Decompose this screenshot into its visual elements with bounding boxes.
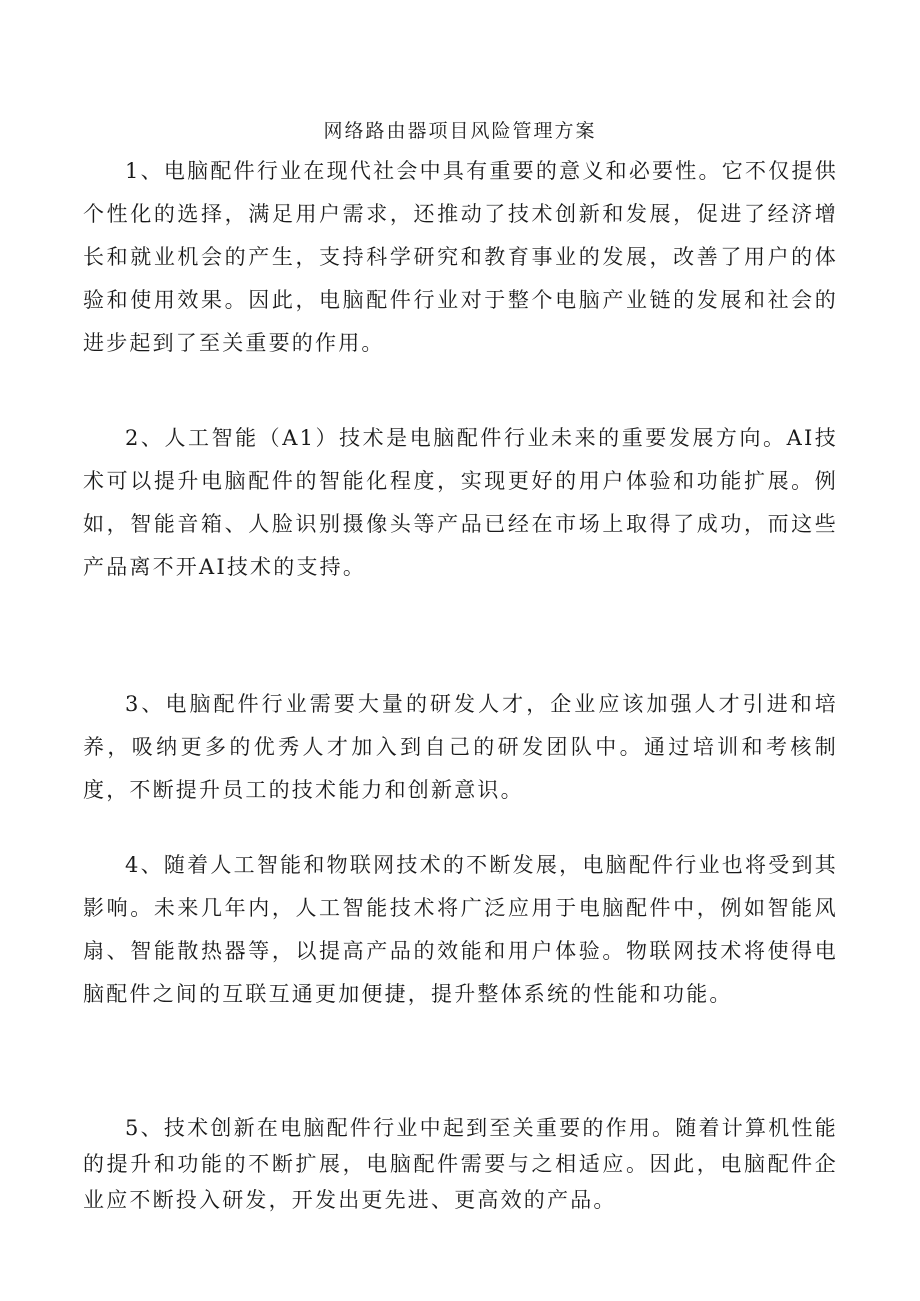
document-title: 网络路由器项目风险管理方案	[323, 120, 597, 142]
paragraph-1: 1、电脑配件行业在现代社会中具有重要的意义和必要性。它不仅提供个性化的选择，满足用户需求，还推动了技术创新和发展，促进了经济增长和就业机会的产生，支持科学研究和教育事业的发展，改善了用户的体验和使用效果。因此，电脑配件行业对于整个电脑产业链的发展和社会的进步起到了至关重要的作用。	[83, 159, 838, 355]
paragraph-5: 5、技术创新在电脑配件行业中起到至关重要的作用。随着计算机性能的提升和功能的不断扩展，电脑配件需要与之相适应。因此，电脑配件企业应不断投入研发，开发出更先进、更高效的产品。	[83, 1116, 838, 1212]
paragraph-2: 2、人工智能（A1）技术是电脑配件行业未来的重要发展方向。AI技术可以提升电脑配件的智能化程度，实现更好的用户体验和功能扩展。例如，智能音箱、人脸识别摄像头等产品已经在市场上取得了成功，而这些产品离不开AI技术的支持。	[83, 426, 838, 579]
paragraph-4: 4、随着人工智能和物联网技术的不断发展，电脑配件行业也将受到其影响。未来几年内，人工智能技术将广泛应用于电脑配件中，例如智能风扇、智能散热器等，以提高产品的效能和用户体验。物联网技术将使得电脑配件之间的互联互通更加便捷，提升整体系统的性能和功能。	[83, 853, 838, 1006]
paragraph-3: 3、电脑配件行业需要大量的研发人才，企业应该加强人才引进和培养，吸纳更多的优秀人才加入到自己的研发团队中。通过培训和考核制度，不断提升员工的技术能力和创新意识。	[83, 692, 838, 802]
